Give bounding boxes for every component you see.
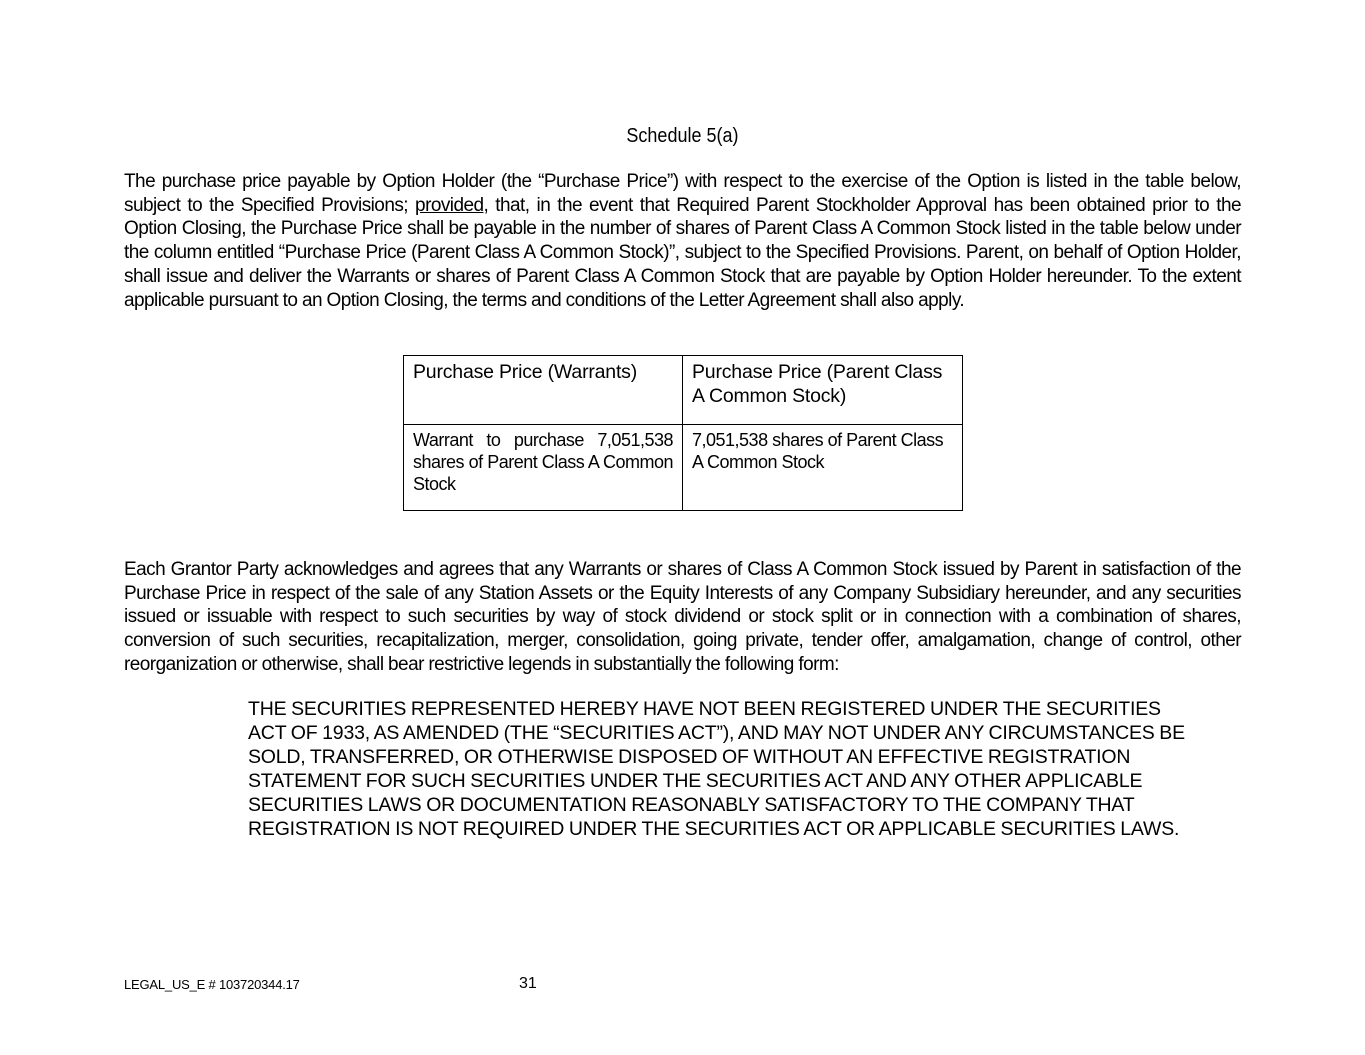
paragraph-text-after: , that, in the event that Required Parent Stockholder Approval has been obtained prior to the Option Closing, the Purchase Price shall be payable in the number of shares of Parent Class A Common Stock listed in the table below under the column entitled “Purchase Price (Parent Class A Common Stock)”, subject to the Specified Provisions. Parent, on behalf of Option Holder, shall issue and deliver the Warrants or shares of Parent Class A Common Stock that are payable by Option Holder hereunder. To the extent applicable pursuant to an Option Closing, the terms and conditions of the Letter Agreement shall also apply.	[124, 194, 1241, 311]
page-title: Schedule 5(a)	[626, 125, 739, 147]
table-header-row	[404, 356, 963, 425]
cell-common-stock-value: 7,051,538 shares of Parent Class A Common Stock	[683, 425, 963, 511]
securities-legend-text: THE SECURITIES REPRESENTED HEREBY HAVE NOT BEEN REGISTERED UNDER THE SECURITIES ACT OF 1933, AS AMENDED (THE “SECURITIES ACT”), AND MAY NOT UNDER ANY CIRCUMSTANCES BE SOLD, TRANSFERRED, OR OTHERWISE DISPOSED OF WITHOUT AN EFFECTIVE REGISTRATION STATEMENT FOR SUCH SECURITIES UNDER THE SECURITIES ACT AND ANY OTHER APPLICABLE SECURITIES LAWS OR DOCUMENTATION REASONABLY SATISFACTORY TO THE COMPANY THAT REGISTRATION IS NOT REQUIRED UNDER THE SECURITIES ACT OR APPLICABLE SECURITIES LAWS.	[248, 698, 1185, 840]
purchase-price-table	[403, 355, 963, 511]
page-number: 31	[519, 975, 537, 992]
restrictive-legend-paragraph: Each Grantor Party acknowledges and agrees that any Warrants or shares of Class A Common Stock issued by Parent in satisfaction of the Purchase Price in respect of the sale of any Station Assets or the Equity Interests of any Company Subsidiary hereunder, and any securities issued or issuable with respect to such securities by way of stock dividend or stock split or in connection with a combination of shares, conversion of such securities, recapitalization, merger, consolidation, going private, tender offer, amalgamation, change of control, other reorganization or otherwise, shall bear restrictive legends in substantially the following form:	[124, 559, 1241, 675]
header-common-stock: Purchase Price (Parent Class A Common Stock)	[683, 356, 963, 425]
table-row	[404, 425, 963, 511]
footer-document-id: LEGAL_US_E # 103720344.17	[124, 977, 300, 992]
provided-underlined-term: provided	[415, 194, 484, 216]
paragraph-text-before: The purchase price payable by Option Holder (the “Purchase Price”) with respect to the exercise of the Option is listed in the table below, subject to the Specified Provisions;	[124, 171, 1241, 216]
purchase-price-paragraph	[124, 170, 1241, 312]
cell-warrants-value: Warrant to purchase 7,051,538 shares of Parent Class A Common Stock	[404, 425, 683, 511]
header-warrants: Purchase Price (Warrants)	[404, 356, 683, 425]
